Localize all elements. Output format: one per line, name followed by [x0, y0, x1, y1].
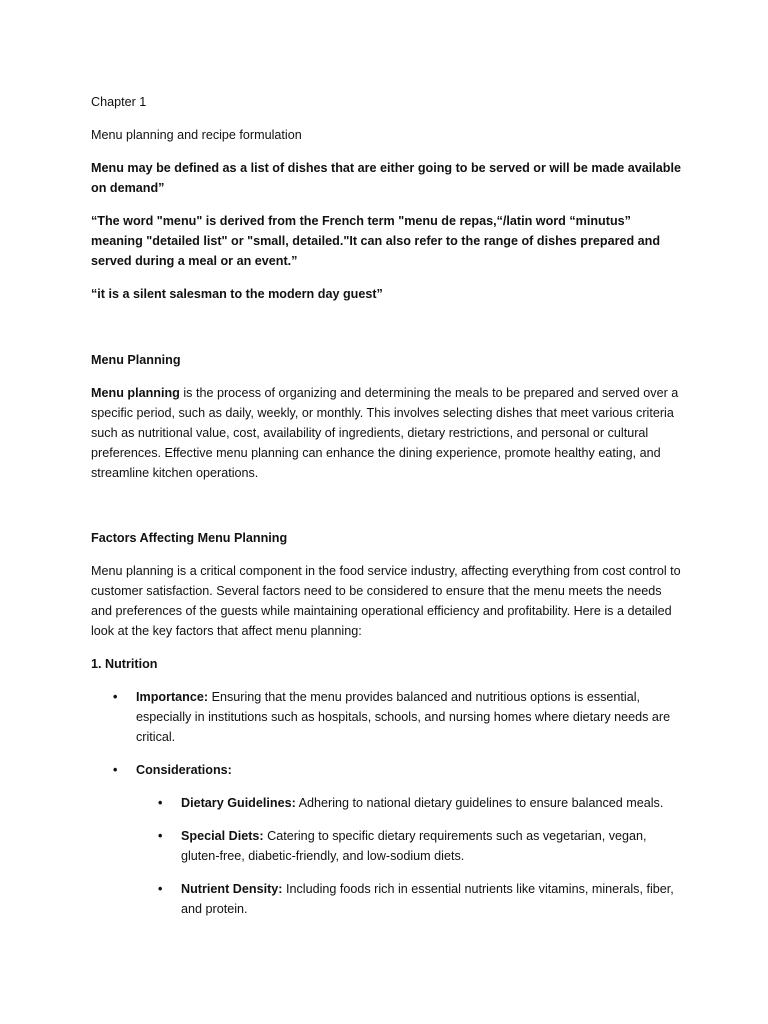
menu-planning-heading: Menu Planning — [91, 353, 181, 367]
menu-planning-text: is the process of organizing and determining the meals to be prepared and served over a specific period, such as daily, weekly, or monthly. This involves selecting dishes that meet various criteria such as nutritional value, cost, availability of ingredients, dietary restrictions, and personal or cultural preferences. Effective menu planning can enhance the dining experience, promote healthy eating, and streamline kitchen operations. — [91, 386, 679, 480]
factors-heading: Factors Affecting Menu Planning — [91, 531, 288, 545]
factors-paragraph: Menu planning is a critical component in the food service industry, affecting everything from cost control to customer satisfaction. Several factors need to be considered to ensure that the menu meets the needs and preferences of the guests while maintaining operational efficiency and profitability. Here is a detailed look at the key factors that affect menu planning: — [91, 564, 681, 638]
list-item — [136, 793, 683, 813]
considerations-label: Considerations: — [136, 763, 232, 777]
importance-text: Ensuring that the menu provides balanced and nutritious options is essential, especially in institutions such as hospitals, schools, and nursing homes where dietary needs are critical. — [136, 690, 671, 744]
consideration-label: Special Diets: — [181, 829, 264, 843]
list-item — [136, 826, 683, 866]
considerations-list — [136, 793, 683, 919]
list-item-importance — [91, 687, 683, 747]
nutrition-heading: 1. Nutrition — [91, 657, 158, 671]
importance-label: Importance: — [136, 690, 209, 704]
consideration-text: Adhering to national dietary guidelines to ensure balanced meals. — [295, 796, 664, 810]
menu-definition-1: Menu may be defined as a list of dishes that are either going to be served or will be made available on demand” — [91, 161, 681, 195]
menu-planning-lead: Menu planning — [91, 386, 180, 400]
consideration-text: Including foods rich in essential nutrients like vitamins, minerals, fiber, and protein. — [181, 882, 674, 916]
list-item — [136, 879, 683, 919]
consideration-label: Nutrient Density: — [181, 882, 283, 896]
nutrition-list — [91, 687, 683, 919]
menu-definition-2: “The word "menu" is derived from the French term "menu de repas,“/latin word “minutus” meaning "detailed list" or "small, detailed."It can also refer to the range of dishes prepared and served during a meal or an event.” — [91, 214, 661, 268]
document-subtitle: Menu planning and recipe formulation — [91, 128, 302, 142]
consideration-label: Dietary Guidelines: — [181, 796, 296, 810]
menu-planning-paragraph — [91, 383, 683, 483]
list-item-considerations — [91, 760, 683, 919]
document-body — [91, 92, 683, 932]
chapter-label: Chapter 1 — [91, 95, 147, 109]
consideration-text: Catering to specific dietary requirements such as vegetarian, vegan, gluten-free, diabetic-friendly, and low-sodium diets. — [181, 829, 647, 863]
menu-definition-3: “it is a silent salesman to the modern day guest” — [91, 287, 383, 301]
